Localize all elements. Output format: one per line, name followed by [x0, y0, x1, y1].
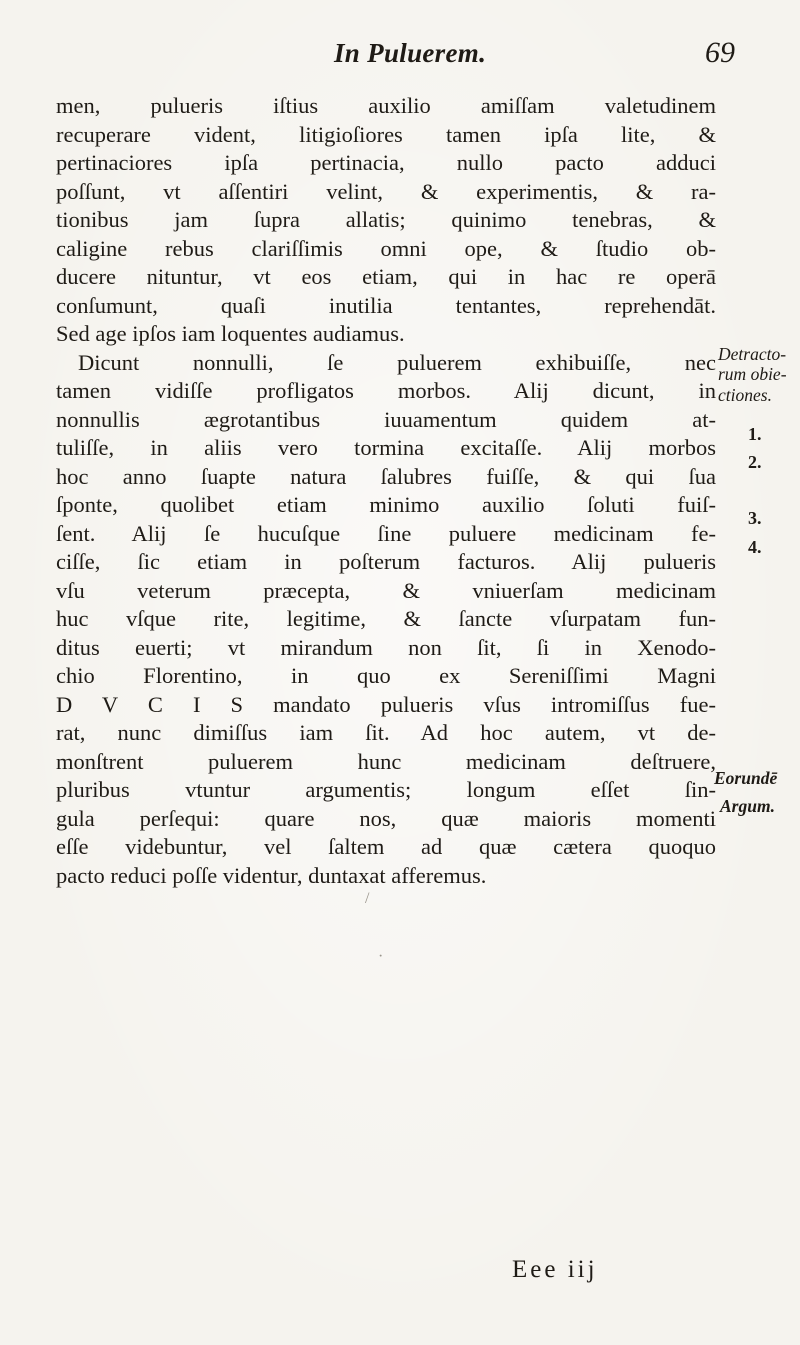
margin-note-detracto: Detracto- [718, 344, 787, 364]
text-line: D V C I S mandato pulueris vſus intromiſſus fue- [56, 691, 716, 717]
text-line: chio Florentino, in quo ex Sereniſſimi Magni [56, 663, 716, 688]
text-line: Dicunt nonnulli, ſe puluerem exhibuiſſe, nec [78, 349, 716, 375]
text-line: pacto reduci poſſe videntur, duntaxat afferemus. [56, 862, 487, 888]
margin-number: 4. [748, 537, 762, 557]
margin-number: 3. [748, 508, 762, 528]
margin-note-argum: Argum. [720, 796, 775, 816]
text-line: eſſe videbuntur, vel ſaltem ad quæ cætera quoquo [56, 834, 716, 859]
ink-smudge: · [378, 948, 384, 965]
margin-note-detracto: ctiones. [718, 385, 772, 405]
text-line: huc vſque rite, legitime, & ſancte vſurpatam fun- [56, 606, 716, 631]
text-line: ſent. Alij ſe hucuſque ſine puluere medicinam fe- [56, 520, 716, 546]
margin-note-detracto: rum obie- [718, 364, 787, 384]
text-line: Sed age ipſos iam loquentes audiamus. [56, 321, 405, 346]
text-line: caligine rebus clariſſimis omni ope, & ſtudio ob- [56, 235, 716, 261]
page-header [0, 36, 800, 76]
body-text [56, 92, 716, 890]
text-line: ſponte, quolibet etiam minimo auxilio ſoluti fuiſ- [56, 492, 716, 517]
text-line: pluribus vtuntur argumentis; longum eſſet ſin- [56, 777, 716, 802]
text-line: ciſſe, ſic etiam in poſterum facturos. Alij pulueris [56, 549, 716, 574]
text-line: ducere nituntur, vt eos etiam, qui in hac re operā [56, 264, 716, 289]
text-line: gula perſequi: quare nos, quæ maioris momenti [56, 805, 716, 831]
text-line: tionibus jam ſupra allatis; quinimo tenebras, & [56, 207, 716, 232]
text-line: recuperare vident, litigioſiores tamen ipſa lite, & [56, 121, 716, 147]
text-line: poſſunt, vt aſſentiri velint, & experimentis, & ra- [56, 178, 716, 204]
text-line: ditus euerti; vt mirandum non ſit, ſi in Xenodo- [56, 634, 716, 660]
text-line: tamen vidiſſe profligatos morbos. Alij dicunt, in [56, 378, 716, 403]
text-line: monſtrent puluerem hunc medicinam deſtruere, [56, 748, 716, 774]
ink-smudge: / [365, 890, 370, 907]
text-line: men, pulueris iſtius auxilio amiſſam valetudinem [56, 93, 716, 118]
text-line: rat, nunc dimiſſus iam ſit. Ad hoc autem, vt de- [56, 720, 716, 745]
text-line: conſumunt, quaſi inutilia tentantes, reprehendāt. [56, 292, 716, 318]
margin-number: 2. [748, 452, 762, 472]
text-line: pertinaciores ipſa pertinacia, nullo pacto adduci [56, 150, 716, 175]
page-number: 69 [705, 36, 735, 69]
text-line: tuliſſe, in aliis vero tormina excitaſſe. Alij morbos [56, 435, 716, 460]
text-line: vſu veterum præcepta, & vniuerſam medicinam [56, 577, 716, 603]
text-line: hoc anno ſuapte natura ſalubres fuiſſe, & qui ſua [56, 463, 716, 489]
margin-note-eorundem: Eorundē [714, 768, 778, 788]
signature-mark: Eee iij [512, 1256, 598, 1283]
running-title: In Puluerem. [334, 38, 487, 68]
text-line: nonnullis ægrotantibus iuuamentum quidem at- [56, 406, 716, 432]
margin-number: 1. [748, 424, 762, 444]
